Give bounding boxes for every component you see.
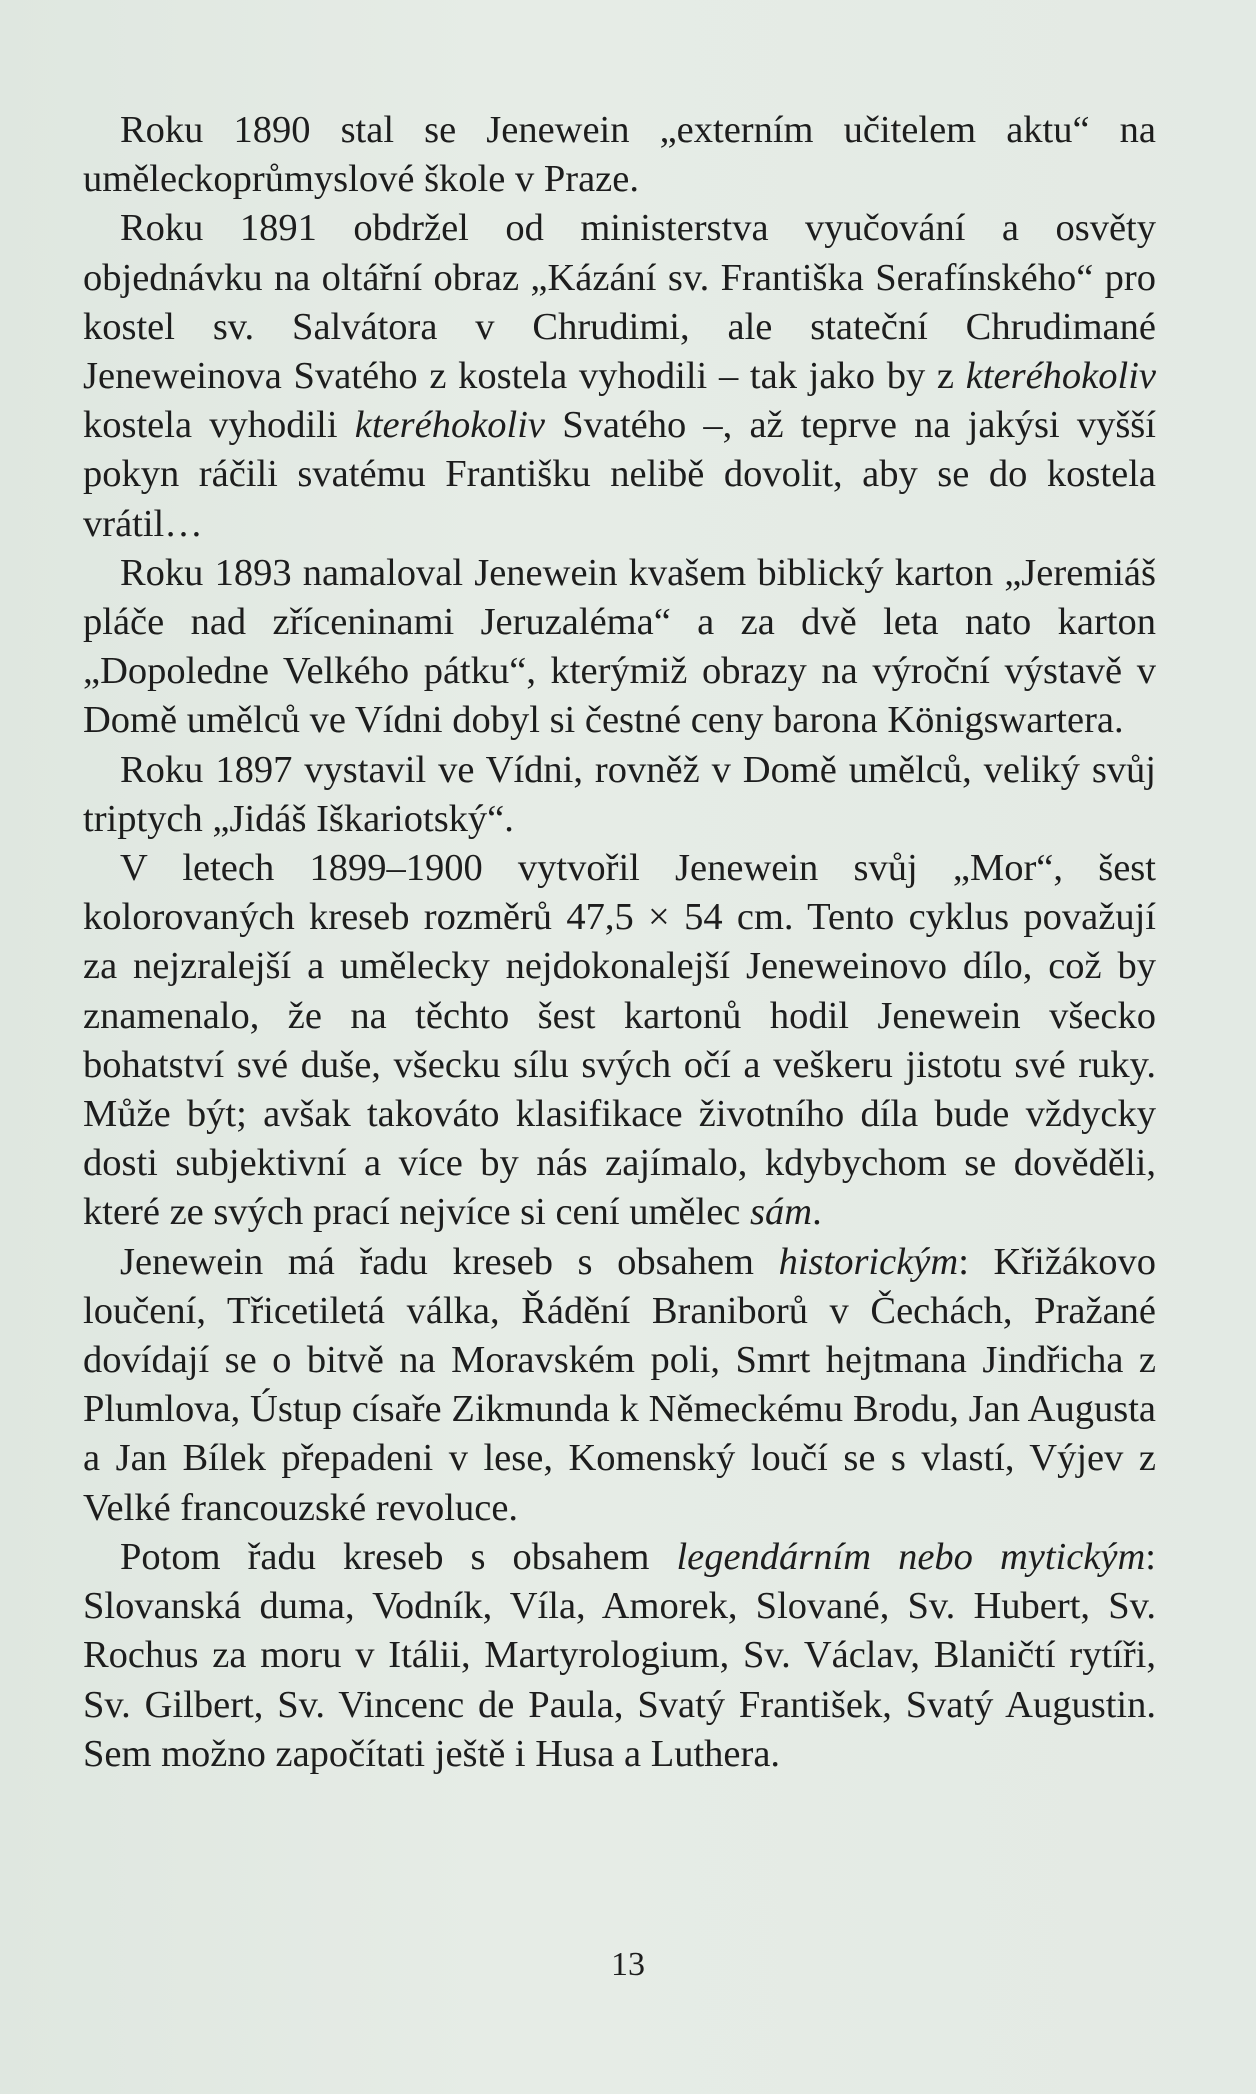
text-run: Potom řadu kreseb s obsahem <box>120 1535 677 1578</box>
text-run: V letech 1899–1900 vytvořil Jenewein svůj „Mor“, šest kolorovaných kreseb rozměrů 47,5 × 54 cm. Tento cyklus považují za nejzralejší a umělecky nejdokonalejší Jeneweinovo dílo, což by znamenalo, že na těchto šest kartonů hodil Jenewein všecko bohatství své duše, všecku sílu svých očí a veškeru jistotu své ruky. Může být; avšak takováto klasifikace životního díla bude vždycky dosti subjektivní a více by nás zajímalo, kdybychom se dověděli, které ze svých prací nejvíce si cení umělec <box>83 847 1156 1234</box>
italic-text-run: kteréhokoliv <box>354 404 546 447</box>
text-run: . <box>812 1191 822 1234</box>
text-run: Svatého –, až teprve na jakýsi vyšší pokyn ráčili svatému Františku nelibě dovolit, aby se do kostela vrátil… <box>83 404 1156 545</box>
body-text <box>83 106 1156 1779</box>
text-run: kostela vyhodili <box>83 404 355 447</box>
text-run: Roku 1897 vystavil ve Vídni, rovněž v Domě umělců, veliký svůj triptych „Jidáš Iškariotský“. <box>83 748 1156 840</box>
italic-text-run: kteréhokoliv <box>965 355 1156 398</box>
paragraph <box>83 746 1156 844</box>
paragraph <box>83 204 1156 548</box>
paragraph <box>83 549 1156 746</box>
text-run: Roku 1891 obdržel od ministerstva vyučování a osvěty objednávku na oltářní obraz „Kázání sv. Františka Serafínského“ pro kostel sv. Salvátora v Chrudimi, ale stateční Chrudimané Jeneweinova Svatého z kostela vyhodili – tak jako by z <box>83 207 1156 398</box>
italic-text-run: historickým <box>778 1240 959 1283</box>
text-run: Roku 1893 namaloval Jenewein kvašem biblický karton „Jeremiáš pláče nad zříceninami Jeruzaléma“ a za dvě leta nato karton „Dopoledne Velkého pátku“, kterýmiž obrazy na výroční výstavě v Domě umělců ve Vídni dobyl si čestné ceny barona Königswartera. <box>83 551 1156 742</box>
text-run: : Křižákovo loučení, Třicetiletá válka, Řádění Braniborů v Čechách, Pražané dovídají se o bitvě na Moravském poli, Smrt hejtmana Jindřicha z Plumlova, Ústup císaře Zikmunda k Německému Brodu, Jan Augusta a Jan Bílek přepadeni v lese, Komenský loučí se s vlastí, Výjev z Velké francouzské revoluce. <box>83 1240 1156 1529</box>
paragraph <box>83 844 1156 1238</box>
italic-text-run: sám <box>750 1191 813 1234</box>
page-number: 13 <box>611 1946 645 1983</box>
italic-text-run: legendárním nebo mytickým <box>676 1535 1146 1578</box>
text-run: Roku 1890 stal se Jenewein „externím učitelem aktu“ na uměleckoprůmyslové škole v Praze. <box>83 109 1156 201</box>
text-run: : Slovanská duma, Vodník, Víla, Amorek, Slované, Sv. Hubert, Sv. Rochus za moru v Itálii, Martyrologium, Sv. Václav, Blaničtí rytíři, Sv. Gilbert, Sv. Vincenc de Paula, Svatý František, Svatý Augustin. Sem možno započítati ještě i Husa a Luthera. <box>83 1535 1156 1775</box>
paragraph <box>83 106 1156 204</box>
paragraph <box>83 1238 1156 1533</box>
paragraph <box>83 1533 1156 1779</box>
text-run: Jenewein má řadu kreseb s obsahem <box>120 1240 779 1283</box>
